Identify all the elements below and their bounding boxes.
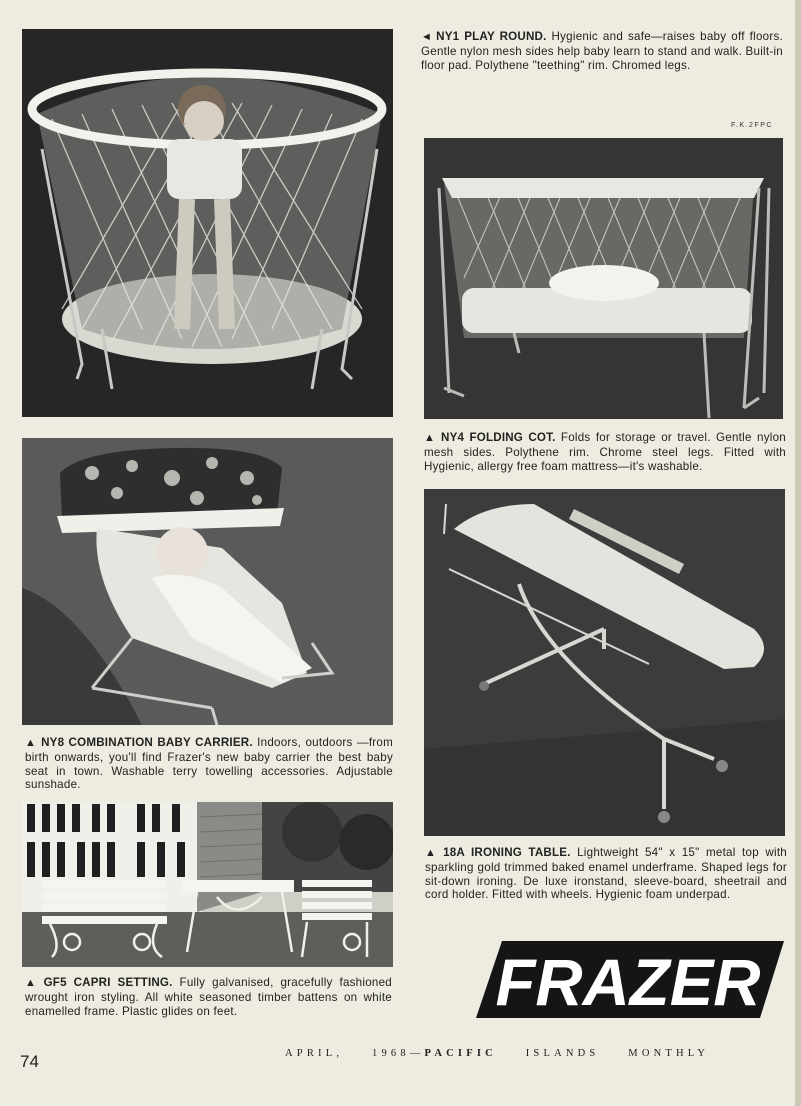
caption-folding-cot (424, 431, 786, 473)
triangle-icon: ▲ (425, 847, 440, 859)
caption-title: NY1 PLAY ROUND. (436, 30, 547, 43)
photo-capri-setting (22, 802, 393, 967)
footer-month: APRIL, (285, 1048, 344, 1059)
page-number: 74 (20, 1052, 39, 1071)
caption-ironing-table (425, 846, 787, 902)
page-edge (795, 0, 801, 1106)
footer-publication-2: ISLANDS (525, 1048, 600, 1059)
caption-title: 18A IRONING TABLE. (443, 846, 571, 859)
caption-play-round (421, 30, 783, 72)
caption-title: NY8 COMBINATION BABY CARRIER. (41, 736, 253, 749)
photo-play-round (22, 29, 393, 417)
footer-publication-3: MONTHLY (628, 1048, 710, 1059)
photo-folding-cot (424, 138, 783, 419)
caption-body: Hygienic and safe—raises baby off floors. Gentle nylon mesh sides help baby learn to stand and walk. Built-in floor pad. Polythene "teething" rim. Chromed legs. (421, 30, 783, 72)
triangle-icon: ▲ (25, 977, 40, 989)
caption-title: GF5 CAPRI SETTING. (43, 976, 173, 989)
caption-body: Fully galvanised, gracefully fashioned wrought iron styling. All white seasoned timber battens on white enamelled frame. Plastic glides on feet. (25, 976, 393, 1018)
caption-capri-setting (25, 976, 392, 1018)
logo-text: FRAZER (495, 945, 761, 1018)
triangle-icon: ▲ (25, 737, 38, 749)
photo-ironing-table (424, 489, 785, 836)
photo-baby-carrier (22, 438, 393, 725)
pointer-left-icon: ◄ (421, 31, 433, 43)
photo-code: F.K.2FPC (731, 122, 773, 129)
triangle-icon: ▲ (424, 432, 438, 444)
caption-body: Lightweight 54" x 15" metal top with sparkling gold trimmed baked enamel underframe. Shaped legs for sit-down ironing. De luxe ironstand, sleeve-board, sheetrail and cord holder. Fitted with wheels. Hygienic foam underpad. (425, 846, 787, 902)
footer-year: 1968—PACIFIC (372, 1048, 497, 1059)
footer-line (285, 1048, 790, 1059)
caption-body: Indoors, outdoors —from birth onwards, you'll find Frazer's new baby carrier the best baby seat in town. Washable terry towelling accessories. Adjustable sunshade. (25, 736, 394, 792)
caption-title: NY4 FOLDING COT. (441, 431, 556, 444)
frazer-logo (476, 941, 784, 1018)
caption-body: Folds for storage or travel. Gentle nylon mesh sides. Polythene rim. Chrome steel legs. Fitted with Hygienic, allergy free foam mattress—it's washable. (424, 431, 786, 473)
caption-baby-carrier (25, 736, 393, 792)
